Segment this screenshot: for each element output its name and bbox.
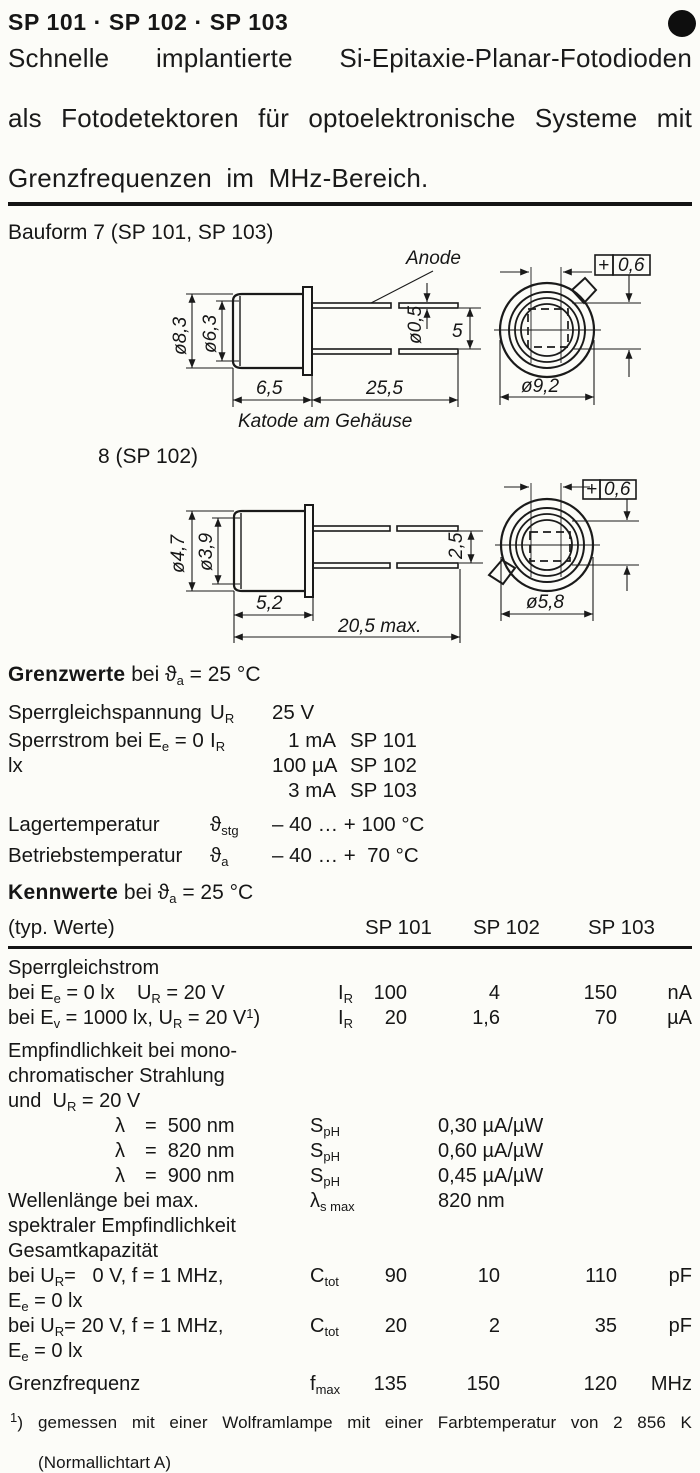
- value-sp103: 150: [583, 982, 617, 1004]
- divider-rule: [8, 202, 692, 206]
- table-row: [8, 840, 692, 871]
- param-label: bei $U_R= 20$ V, f = 1 MHz, $E_e = 0$ lx: [8, 1315, 224, 1364]
- grenzwerte-heading-bold: Grenzwerte: [8, 663, 126, 686]
- unit: pF: [668, 1265, 692, 1287]
- dim-lead-diameter: ø0,5: [405, 305, 426, 344]
- subtitle-line: Grenzfrequenzen im MHz-Bereich.: [8, 163, 429, 193]
- table-row: [8, 1189, 692, 1239]
- value-sp101: 90: [384, 1265, 407, 1287]
- table-row: [8, 1372, 692, 1397]
- param-value: 0,30 µA/µW: [438, 1115, 544, 1137]
- dim-pin-spacing: 2,5: [446, 532, 467, 559]
- param-label: Grenzfrequenz: [8, 1373, 141, 1395]
- param-symbol: $ϑ_{stg}$: [210, 813, 239, 838]
- dim-outer-diameter: ø8,3: [170, 316, 191, 355]
- dim-pin-spacing: 5: [452, 321, 463, 342]
- param-value: 25 V: [272, 701, 315, 724]
- value-sp102: 10: [477, 1265, 500, 1287]
- bauform8-label: 8 (SP 102): [98, 445, 199, 468]
- bauform8-drawing: [8, 469, 692, 653]
- param-value: 820 nm: [438, 1190, 505, 1212]
- table-row: [8, 697, 692, 728]
- value-sp103: 70: [594, 1007, 617, 1029]
- param-label: Sperrgleichspannung: [8, 701, 202, 724]
- value-sp102: 1,6: [472, 1007, 500, 1029]
- anode-label: Anode: [406, 248, 461, 269]
- kennwerte-heading-bold: Kennwerte: [8, 881, 119, 904]
- kennwerte-table: [8, 956, 692, 1397]
- value-line: 1 mA SP 101: [288, 729, 417, 752]
- grenzwerte-table: [8, 697, 692, 871]
- dim-front-diameter: ø9,2: [521, 376, 560, 397]
- table-row: [8, 981, 692, 1006]
- header-label: (typ. Werte): [8, 916, 115, 939]
- param-label: bei $E_e = 0$ lx $U_R = 20$ V: [8, 982, 225, 1006]
- bauform7-front-view: [494, 255, 650, 405]
- param-label: λ = 900 nm: [115, 1165, 235, 1187]
- param-symbol: $C_{tot}$: [310, 1265, 339, 1289]
- footnote-line: (Normallichtart A): [38, 1453, 172, 1472]
- value-line: 100 µA SP 102: [272, 754, 417, 777]
- param-label: Betriebstemperatur: [8, 844, 183, 867]
- table-row: [8, 1314, 692, 1364]
- param-label: bei $E_v = 1000$ lx, $U_R = 20$ $V^1$): [8, 1006, 261, 1031]
- unit: MHz: [650, 1373, 692, 1395]
- corner-dot-icon: [668, 10, 696, 37]
- param-symbol: $\lambda_{s max}$: [310, 1190, 355, 1214]
- dim-lead-length: 25,5: [366, 378, 403, 399]
- param-symbol: $U_R$: [210, 701, 235, 726]
- value-line: 3 mA SP 103: [288, 779, 417, 802]
- param-symbol: $S_{pH}$: [310, 1140, 340, 1164]
- bauform7-drawing: [8, 245, 692, 441]
- param-values: [272, 728, 692, 803]
- param-symbol: $S_{pH}$: [310, 1115, 340, 1139]
- katode-label: Katode am Gehäuse: [238, 411, 413, 432]
- group-title: Sperrgleichstrom: [8, 957, 160, 979]
- footnote-line: gemessen mit einer Wolframlampe mit einer Farbtemperatur von 2 856 K: [38, 1413, 692, 1432]
- unit: nA: [667, 982, 692, 1004]
- subtitle-line: Schnelle implantierte Si-Epitaxie-Planar-Fotodioden: [8, 43, 692, 73]
- value-sp103: 110: [585, 1265, 617, 1287]
- tolerance-sign: +: [598, 255, 610, 276]
- value-sp102: 4: [488, 982, 500, 1004]
- tolerance-sign: +: [586, 479, 598, 500]
- unit: µA: [667, 1007, 692, 1029]
- footnote: [8, 1410, 692, 1473]
- table-header-rule: [8, 946, 692, 949]
- footnote-marker: $^1$): [10, 1410, 24, 1432]
- param-label: bei $U_R= 0$ V, f = 1 MHz, $E_e = 0$ lx: [8, 1265, 224, 1314]
- value-sp103: 120: [583, 1373, 617, 1395]
- dim-inner-diameter: ø3,9: [196, 532, 217, 571]
- dim-front-diameter: ø5,8: [526, 592, 565, 613]
- unit: pF: [668, 1315, 692, 1337]
- value-sp101: 135: [373, 1373, 407, 1395]
- param-symbol: $ϑ_a$: [210, 844, 229, 869]
- value-sp102: 150: [466, 1373, 500, 1395]
- table-row: [8, 1164, 692, 1189]
- kennwerte-heading: Kennwerte bei $ϑ_a = 25$ °C: [8, 881, 254, 906]
- param-label: Wellenlänge bei max. spektraler Empfindlichkeit: [8, 1190, 236, 1237]
- param-symbol: $S_{pH}$: [310, 1165, 340, 1189]
- column-sp103: SP 103: [588, 916, 655, 939]
- group-title: Gesamtkapazität: [8, 1240, 159, 1262]
- table-row: [8, 1264, 692, 1314]
- dim-body-length: 6,5: [256, 378, 283, 399]
- param-value: 0,45 µA/µW: [438, 1165, 544, 1187]
- param-label: Sperrstrom bei $E_e = 0$ lx: [8, 729, 210, 777]
- bauform7-labels: [170, 248, 645, 432]
- tolerance-value: 0,6: [618, 255, 645, 276]
- param-symbol: $I_R$: [210, 729, 226, 754]
- table-row: [8, 809, 692, 840]
- kennwerte-column-header: [8, 914, 692, 941]
- column-sp101: SP 101: [365, 916, 432, 939]
- param-symbol: $C_{tot}$: [310, 1315, 339, 1339]
- column-sp102: SP 102: [473, 916, 540, 939]
- param-symbol: $f_{max}$: [310, 1373, 341, 1397]
- bauform8-side-view: [234, 505, 458, 597]
- dim-inner-diameter: ø6,3: [200, 314, 221, 353]
- tolerance-value: 0,6: [604, 479, 631, 500]
- grenzwerte-heading: Grenzwerte bei $ϑ_a = 25$ °C: [8, 663, 261, 688]
- param-value: – 40 … + 70 °C: [272, 844, 419, 867]
- table-row: [8, 1114, 692, 1139]
- param-value: 0,60 µA/µW: [438, 1140, 544, 1162]
- subtitle-line: als Fotodetektoren für optoelektronische Systeme mit: [8, 103, 692, 133]
- dim-outer-diameter: ø4,7: [168, 534, 189, 573]
- value-sp103: 35: [594, 1315, 617, 1337]
- dim-total-length: 20,5 max.: [338, 616, 422, 637]
- table-row: [8, 1139, 692, 1164]
- bauform7-label: Bauform 7 (SP 101, SP 103): [8, 221, 274, 244]
- value-sp101: 20: [384, 1315, 407, 1337]
- param-label: Lagertemperatur: [8, 813, 160, 836]
- param-symbol: $I_R$: [338, 982, 353, 1006]
- param-value: – 40 … + 100 °C: [272, 813, 425, 836]
- param-label: λ = 820 nm: [115, 1140, 235, 1162]
- param-symbol: $I_R$: [338, 1007, 353, 1031]
- table-row: [8, 1006, 692, 1031]
- page-subtitle: [8, 43, 692, 193]
- dim-body-length: 5,2: [256, 593, 283, 614]
- value-sp101: 100: [373, 982, 407, 1004]
- table-row: [8, 728, 692, 803]
- group-title: Empfindlichkeit bei mono- chromatischer Strahlung und $U_R = 20$ V: [8, 1040, 237, 1114]
- value-sp101: 20: [384, 1007, 407, 1029]
- value-sp102: 2: [488, 1315, 500, 1337]
- param-label: λ = 500 nm: [115, 1115, 235, 1137]
- page-title: SP 101 · SP 102 · SP 103: [8, 9, 289, 35]
- bauform7-dimension-lines: [186, 271, 481, 407]
